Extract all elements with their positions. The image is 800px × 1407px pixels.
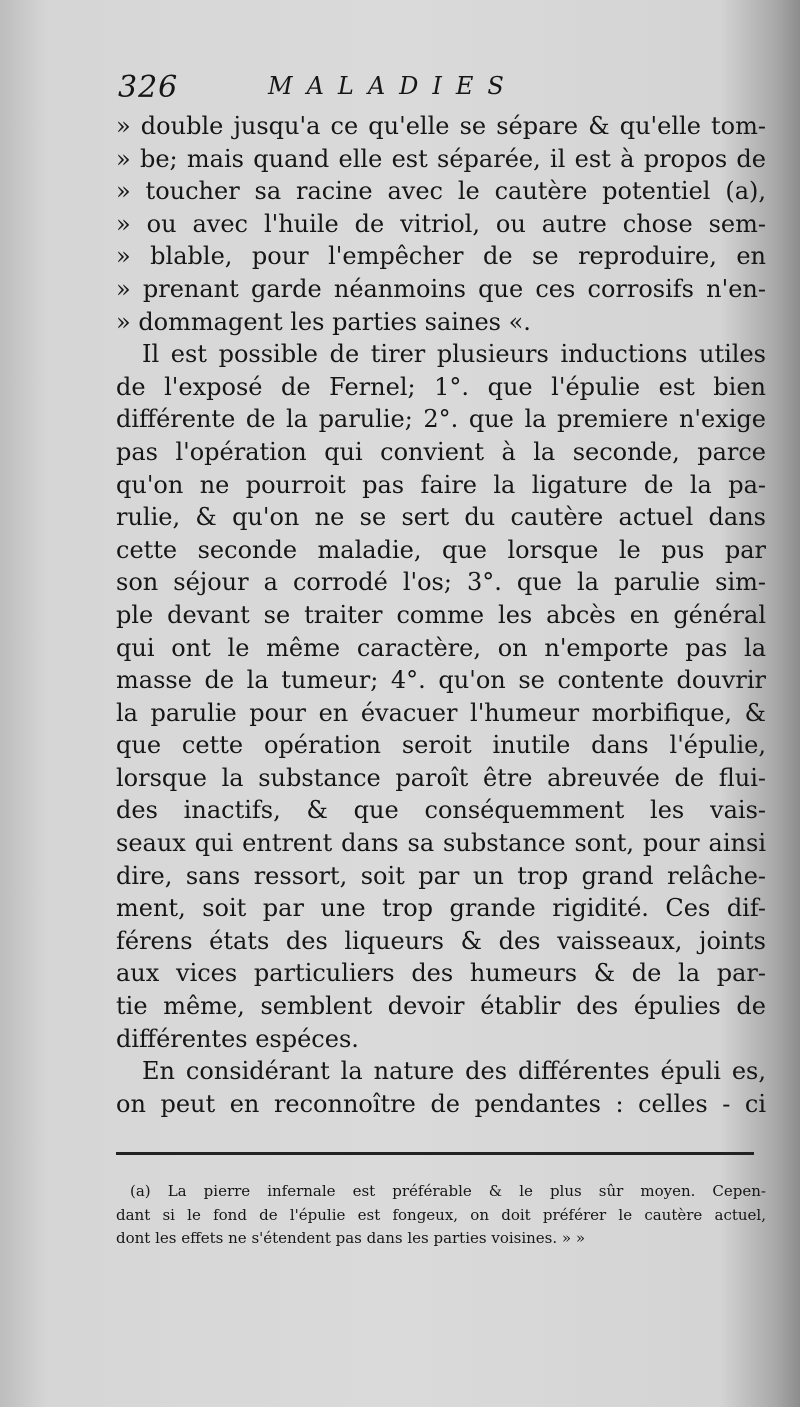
- text-line: ple devant se traiter comme les abcès en général: [116, 600, 766, 629]
- text-line: » ou avec l'huile de vitriol, ou autre chose sem-: [116, 209, 766, 238]
- text-line: que cette opération seroit inutile dans l'épulie,: [116, 731, 766, 760]
- text-line: ment, soit par une trop grande rigidité. Ces dif-: [116, 894, 766, 923]
- text-line: lorsque la substance paroît être abreuvée de flui-: [116, 763, 766, 792]
- text-line: qu'on ne pourroit pas faire la ligature de la pa-: [116, 470, 766, 499]
- footnote-divider: [116, 1152, 754, 1155]
- text-line: » toucher sa racine avec le cautère potentiel (a),: [116, 177, 766, 206]
- page-number: 326: [118, 70, 179, 105]
- text-line: tie même, semblent devoir établir des épulies de: [116, 992, 766, 1021]
- running-head: MALADIES: [268, 72, 518, 100]
- footnote-line: (a) La pierre infernale est préférable & le plus sûr moyen. Cepen-: [130, 1182, 766, 1200]
- paragraph-first-line: En considérant la nature des différentes épuli es,: [142, 1057, 766, 1086]
- text-line: masse de la tumeur; 4°. qu'on se contente douvrir: [116, 666, 766, 695]
- text-line: de l'exposé de Fernel; 1°. que l'épulie est bien: [116, 372, 766, 401]
- text-line: des inactifs, & que conséquemment les vais-: [116, 796, 766, 825]
- text-line: cette seconde maladie, que lorsque le pus par: [116, 535, 766, 564]
- text-line: dire, sans ressort, soit par un trop grand relâche-: [116, 861, 766, 890]
- text-line: » blable, pour l'empêcher de se reproduire, en: [116, 242, 766, 271]
- text-line: qui ont le même caractère, on n'emporte pas la: [116, 633, 766, 662]
- text-line: » dommagent les parties saines «.: [116, 307, 531, 336]
- text-line: rulie, & qu'on ne se sert du cautère actuel dans: [116, 503, 766, 532]
- text-line: différentes espéces.: [116, 1024, 359, 1053]
- text-line: différente de la parulie; 2°. que la premiere n'exige: [116, 405, 766, 434]
- footnote: [116, 1180, 766, 1251]
- body-text: [116, 110, 766, 1120]
- footnote-line: dont les effets ne s'étendent pas dans les parties voisines. » »: [116, 1229, 586, 1247]
- footnote-line: dant si le fond de l'épulie est fongeux, on doit préférer le cautère actuel,: [116, 1205, 766, 1224]
- text-line: aux vices particuliers des humeurs & de la par-: [116, 959, 766, 988]
- paragraph-first-line: Il est possible de tirer plusieurs inductions utiles: [142, 340, 766, 369]
- text-line: son séjour a corrodé l'os; 3°. que la parulie sim-: [116, 568, 766, 597]
- text-line: » double jusqu'a ce qu'elle se sépare & qu'elle tom-: [116, 112, 766, 140]
- text-line: » prenant garde néanmoins que ces corrosifs n'en-: [116, 274, 766, 303]
- text-line: férens états des liqueurs & des vaisseaux, joints: [116, 926, 766, 955]
- text-line: » be; mais quand elle est séparée, il est à propos de: [116, 144, 766, 173]
- text-line: on peut en reconnoître de pendantes : celles - ci: [116, 1089, 766, 1118]
- page-header: [118, 70, 758, 110]
- text-line: seaux qui entrent dans sa substance sont, pour ainsi: [116, 829, 766, 858]
- text-line: pas l'opération qui convient à la seconde, parce: [116, 437, 766, 466]
- text-line: la parulie pour en évacuer l'humeur morbifique, &: [116, 698, 766, 727]
